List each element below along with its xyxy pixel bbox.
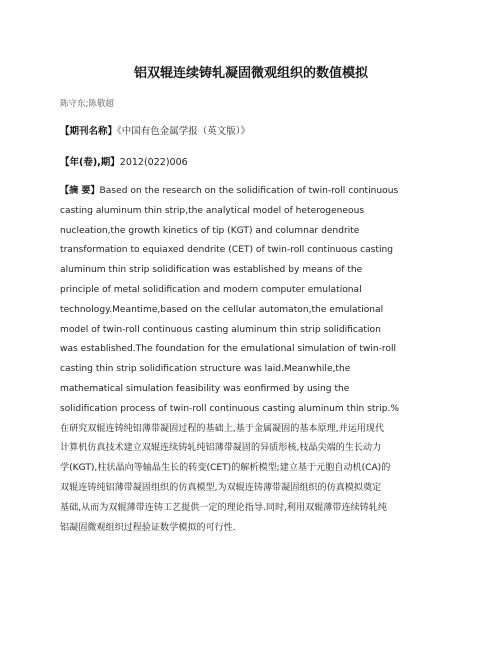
abstract-line	[60, 321, 452, 341]
year-row	[60, 154, 188, 168]
abstract-line	[60, 202, 452, 222]
abstract-text: transformation to equiaxed dendrite (CET) of twin-roll continuous casting	[60, 245, 394, 256]
abstract-line	[60, 241, 452, 261]
journal-row	[60, 123, 250, 137]
journal-label: 【期刊名称】	[60, 126, 118, 137]
abstract-text: 在研究双辊连铸纯铝薄带凝固过程的基础上,基于金属凝固的基本原理,并运用现代	[60, 423, 385, 434]
abstract	[60, 182, 452, 538]
abstract-text: nucleation,the growth kinetics of tip (KGT) and columnar dendrite	[60, 225, 360, 236]
abstract-text: model of twin-roll continuous casting aluminum thin strip solidification	[60, 324, 381, 335]
abstract-text: solidification process of twin-roll continuous casting aluminum thin strip.%	[60, 403, 400, 414]
abstract-line	[60, 222, 452, 242]
abstract-text: technology.Meantime,based on the cellular automaton,the emulational	[60, 304, 384, 315]
abstract-text: mathematical simulation feasibility was eonfirmed by using the	[60, 383, 350, 394]
abstract-line	[60, 420, 452, 440]
abstract-line	[60, 499, 452, 519]
document-title: 铝双辊连续铸轧凝固微观组织的数值模拟	[133, 66, 368, 81]
abstract-line	[60, 479, 452, 499]
abstract-label: 【摘 要】	[60, 186, 100, 196]
abstract-text: principle of metal solidification and modern computer emulational	[60, 284, 362, 295]
abstract-text: casting aluminum thin strip,the analytical model of heterogeneous	[60, 205, 365, 216]
abstract-line	[60, 301, 452, 321]
abstract-text: 双辊连铸纯铝薄带凝固组织的仿真模型,为双辊连铸薄带凝固组织的仿真模拟奠定	[60, 482, 382, 493]
abstract-text: aluminum thin strip solidification was established by means of the	[60, 265, 363, 276]
abstract-text: casting thin strip solidification structure was laid.Meanwhile,the	[60, 364, 351, 375]
year-value: 2012(022)006	[119, 157, 188, 168]
abstract-line	[60, 182, 452, 202]
abstract-line	[60, 400, 452, 420]
abstract-line	[60, 380, 452, 400]
abstract-text: 计算机仿真技术建立双辊连续铸轧纯铝薄带凝固的异质形核,枝晶尖端的生长动力	[60, 443, 382, 454]
abstract-line	[60, 439, 452, 459]
abstract-text: Based on the research on the solidification of twin-roll continuous	[99, 186, 399, 196]
abstract-line	[60, 459, 452, 479]
abstract-line	[60, 281, 452, 301]
abstract-line	[60, 360, 452, 380]
authors: 陈守东;陈敬超	[60, 99, 114, 109]
abstract-text: 学(KGT),柱状晶向等轴晶生长的转变(CET)的解析模型;建立基于元胞自动机(CA)的	[60, 463, 391, 474]
year-label: 【年(卷),期】	[60, 157, 120, 168]
abstract-text: 铝凝固微观组织过程验证数学模拟的可行性.	[60, 522, 236, 533]
abstract-line	[60, 340, 452, 360]
abstract-text: was established.The foundation for the emulational simulation of twin-roll	[60, 344, 397, 355]
abstract-line	[60, 519, 452, 539]
journal-value: 《中国有色金属学报（英文版）》	[117, 126, 251, 137]
abstract-line	[60, 261, 452, 281]
abstract-text: 基础,从而为双辊薄带连铸工艺提供一定的理论指导.同时,利用双辊薄带连续铸轧纯	[60, 502, 387, 513]
